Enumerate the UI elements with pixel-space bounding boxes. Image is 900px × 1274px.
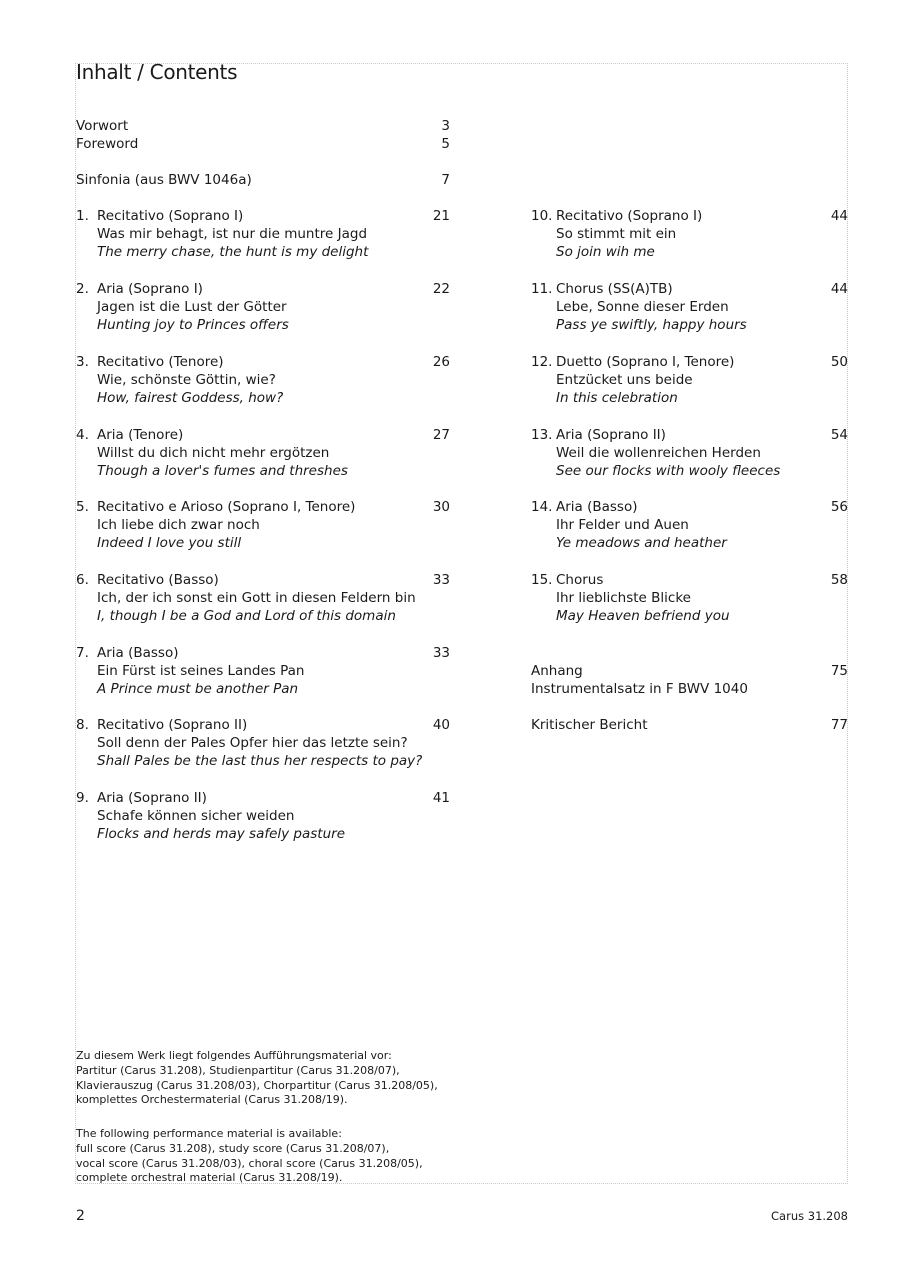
movement-heading: Recitativo (Tenore) bbox=[97, 354, 224, 370]
movement-german-text: So stimmt mit ein bbox=[556, 226, 677, 243]
movement-heading: Recitativo (Soprano I) bbox=[556, 208, 703, 224]
toc-movement[interactable] bbox=[531, 498, 848, 553]
toc-label: Kritischer Bericht bbox=[531, 717, 648, 733]
toc-page: 27 bbox=[432, 427, 450, 443]
toc-page: 44 bbox=[830, 208, 848, 224]
toc-movement[interactable] bbox=[76, 571, 450, 626]
toc-page: 50 bbox=[830, 354, 848, 370]
toc-movement[interactable] bbox=[76, 498, 450, 553]
movement-number: 9. bbox=[76, 790, 89, 806]
movement-english-text: Though a lover's fumes and threshes bbox=[97, 463, 348, 480]
movement-heading: Recitativo (Soprano II) bbox=[97, 717, 248, 733]
note-line: Partitur (Carus 31.208), Studienpartitur (Carus 31.208/07), bbox=[76, 1063, 400, 1077]
movement-number: 14. bbox=[531, 499, 553, 515]
movement-number: 11. bbox=[531, 281, 553, 297]
movement-german-text: Ihr lieblichste Blicke bbox=[556, 590, 691, 607]
movement-heading: Chorus bbox=[556, 572, 604, 588]
toc-page: 3 bbox=[441, 118, 450, 134]
toc-movement[interactable] bbox=[531, 353, 848, 408]
movement-german-text: Ich, der ich sonst ein Gott in diesen Feldern bin bbox=[97, 590, 416, 607]
performance-material-de bbox=[76, 1049, 556, 1108]
movement-english-text: So join wih me bbox=[556, 244, 655, 261]
movement-english-text: I, though I be a God and Lord of this domain bbox=[97, 608, 396, 625]
movement-german-text: Soll denn der Pales Opfer hier das letzte sein? bbox=[97, 735, 408, 752]
movement-english-text: Indeed I love you still bbox=[97, 535, 242, 552]
movement-number: 12. bbox=[531, 354, 553, 370]
movement-heading: Aria (Basso) bbox=[556, 499, 638, 515]
movement-german-text: Ihr Felder und Auen bbox=[556, 517, 689, 534]
movement-english-text: May Heaven befriend you bbox=[556, 608, 730, 625]
movement-number: 1. bbox=[76, 208, 89, 224]
toc-page: 26 bbox=[432, 354, 450, 370]
movement-number: 13. bbox=[531, 427, 553, 443]
movement-german-text: Ein Fürst ist seines Landes Pan bbox=[97, 663, 305, 680]
toc-movement[interactable] bbox=[76, 426, 450, 481]
movement-english-text: Ye meadows and heather bbox=[556, 535, 727, 552]
toc-page: 56 bbox=[830, 499, 848, 515]
toc-entry-appendix[interactable] bbox=[531, 662, 848, 698]
catalog-number: Carus 31.208 bbox=[771, 1209, 848, 1223]
page-number: 2 bbox=[76, 1208, 85, 1224]
movement-german-text: Wie, schönste Göttin, wie? bbox=[97, 372, 276, 389]
movement-german-text: Schafe können sicher weiden bbox=[97, 808, 295, 825]
toc-page: 7 bbox=[441, 172, 450, 188]
movement-english-text: A Prince must be another Pan bbox=[97, 681, 299, 698]
movement-german-text: Ich liebe dich zwar noch bbox=[97, 517, 260, 534]
movement-number: 5. bbox=[76, 499, 89, 515]
movement-heading: Aria (Soprano II) bbox=[556, 427, 666, 443]
movement-german-text: Willst du dich nicht mehr ergötzen bbox=[97, 445, 330, 462]
toc-movement[interactable] bbox=[76, 716, 450, 771]
toc-label: Anhang bbox=[531, 663, 583, 679]
toc-entry-foreword[interactable] bbox=[76, 135, 450, 153]
toc-movement[interactable] bbox=[531, 207, 848, 262]
movement-english-text: How, fairest Goddess, how? bbox=[97, 390, 284, 407]
note-line: Klavierauszug (Carus 31.208/03), Chorpartitur (Carus 31.208/05), bbox=[76, 1078, 438, 1092]
toc-label: Foreword bbox=[76, 136, 139, 152]
movement-english-text: Flocks and herds may safely pasture bbox=[97, 826, 346, 843]
note-line: complete orchestral material (Carus 31.208/19). bbox=[76, 1171, 343, 1185]
toc-page: 5 bbox=[441, 136, 450, 152]
movement-heading: Recitativo (Soprano I) bbox=[97, 208, 244, 224]
toc-page: 30 bbox=[432, 499, 450, 515]
movement-german-text: Was mir behagt, ist nur die muntre Jagd bbox=[97, 226, 368, 243]
movement-heading: Recitativo (Basso) bbox=[97, 572, 219, 588]
toc-page: 75 bbox=[830, 663, 848, 679]
toc-movement[interactable] bbox=[76, 207, 450, 262]
toc-page: 44 bbox=[830, 281, 848, 297]
toc-movement[interactable] bbox=[76, 789, 450, 844]
movement-german-text: Lebe, Sonne dieser Erden bbox=[556, 299, 729, 316]
movement-number: 8. bbox=[76, 717, 89, 733]
toc-entry-critical-report[interactable] bbox=[531, 716, 848, 734]
movement-german-text: Weil die wollenreichen Herden bbox=[556, 445, 761, 462]
appendix-subtitle: Instrumentalsatz in F BWV 1040 bbox=[531, 681, 748, 698]
toc-movement[interactable] bbox=[531, 571, 848, 626]
movement-number: 2. bbox=[76, 281, 89, 297]
movement-heading: Duetto (Soprano I, Tenore) bbox=[556, 354, 735, 370]
performance-material-en bbox=[76, 1127, 556, 1186]
toc-entry-vorwort[interactable] bbox=[76, 117, 450, 135]
movement-heading: Aria (Soprano II) bbox=[97, 790, 207, 806]
toc-page: 54 bbox=[830, 427, 848, 443]
toc-movement[interactable] bbox=[76, 353, 450, 408]
toc-page: 41 bbox=[432, 790, 450, 806]
movement-english-text: See our flocks with wooly fleeces bbox=[556, 463, 781, 480]
page-title: Inhalt / Contents bbox=[76, 60, 238, 84]
movement-heading: Aria (Tenore) bbox=[97, 427, 184, 443]
movement-heading: Recitativo e Arioso (Soprano I, Tenore) bbox=[97, 499, 356, 515]
toc-movement[interactable] bbox=[531, 280, 848, 335]
movement-number: 3. bbox=[76, 354, 89, 370]
movement-english-text: The merry chase, the hunt is my delight bbox=[97, 244, 369, 261]
toc-label: Vorwort bbox=[76, 118, 129, 134]
movement-heading: Aria (Soprano I) bbox=[97, 281, 203, 297]
toc-movement[interactable] bbox=[76, 280, 450, 335]
movement-number: 4. bbox=[76, 427, 89, 443]
movement-number: 6. bbox=[76, 572, 89, 588]
movement-heading: Chorus (SS(A)TB) bbox=[556, 281, 673, 297]
toc-entry-sinfonia[interactable] bbox=[76, 171, 450, 189]
note-line: full score (Carus 31.208), study score (Carus 31.208/07), bbox=[76, 1141, 390, 1155]
note-line: vocal score (Carus 31.208/03), choral score (Carus 31.208/05), bbox=[76, 1156, 423, 1170]
movement-number: 7. bbox=[76, 645, 89, 661]
toc-page: 58 bbox=[830, 572, 848, 588]
movement-number: 10. bbox=[531, 208, 553, 224]
toc-page: 33 bbox=[432, 572, 450, 588]
toc-page: 77 bbox=[830, 717, 848, 733]
toc-page: 22 bbox=[432, 281, 450, 297]
note-line: komplettes Orchestermaterial (Carus 31.208/19). bbox=[76, 1093, 348, 1107]
toc-page: 33 bbox=[432, 645, 450, 661]
front-matter bbox=[76, 117, 450, 153]
toc-movement[interactable] bbox=[531, 426, 848, 481]
toc-label: Sinfonia (aus BWV 1046a) bbox=[76, 172, 252, 188]
toc-movement[interactable] bbox=[76, 644, 450, 699]
movement-english-text: Hunting joy to Princes offers bbox=[97, 317, 289, 334]
movement-english-text: In this celebration bbox=[556, 390, 678, 407]
movement-english-text: Shall Pales be the last thus her respects to pay? bbox=[97, 753, 423, 770]
movement-heading: Aria (Basso) bbox=[97, 645, 179, 661]
movement-german-text: Jagen ist die Lust der Götter bbox=[97, 299, 287, 316]
movement-number: 15. bbox=[531, 572, 553, 588]
movement-german-text: Entzücket uns beide bbox=[556, 372, 693, 389]
movement-english-text: Pass ye swiftly, happy hours bbox=[556, 317, 747, 334]
note-line: The following performance material is available: bbox=[76, 1127, 342, 1140]
note-line: Zu diesem Werk liegt folgendes Aufführungsmaterial vor: bbox=[76, 1049, 392, 1062]
toc-page: 40 bbox=[432, 717, 450, 733]
toc-page: 21 bbox=[432, 208, 450, 224]
